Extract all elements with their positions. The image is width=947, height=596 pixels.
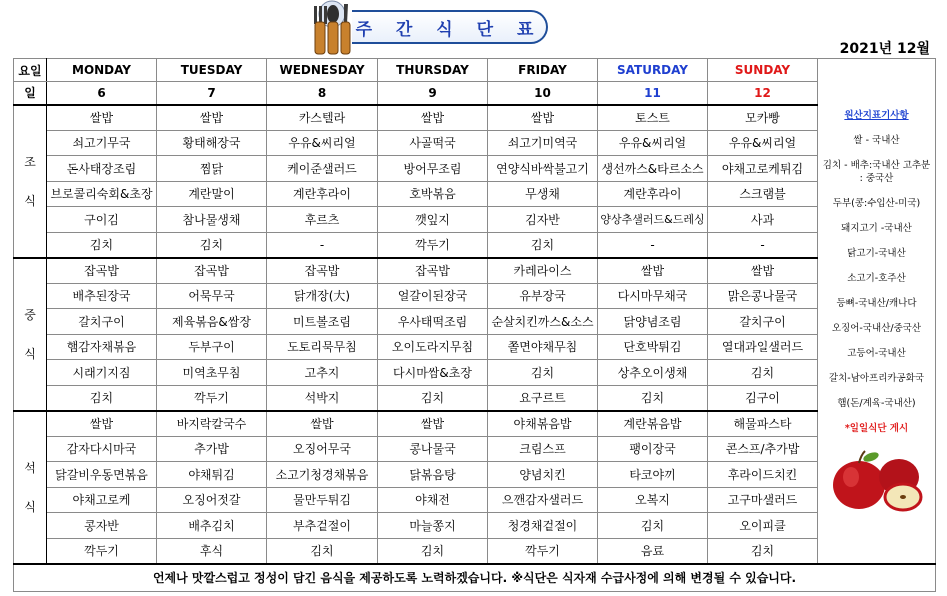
- menu-item: 토스트: [598, 105, 708, 131]
- breakfast-row: [14, 130, 936, 156]
- menu-item: 도토리묵무침: [267, 334, 378, 360]
- day-tuesday: TUESDAY: [157, 59, 267, 82]
- day-saturday: SATURDAY: [598, 59, 708, 82]
- menu-item: 고구마샐러드: [708, 487, 818, 513]
- menu-item: 크림스프: [488, 436, 598, 462]
- menu-item: 감자다시마국: [47, 436, 157, 462]
- menu-month: 2021년 12월: [839, 41, 930, 57]
- menu-item: 닭갈비우동면볶음: [47, 462, 157, 488]
- menu-item: 김치: [47, 385, 157, 411]
- menu-item: 유부장국: [488, 283, 598, 309]
- menu-item: 깍두기: [378, 232, 488, 258]
- menu-item: 깍두기: [488, 538, 598, 564]
- menu-item: 김치: [378, 538, 488, 564]
- menu-item: 콘스프/추가밥: [708, 436, 818, 462]
- menu-item: 음료: [598, 538, 708, 564]
- menu-item: 시래기지짐: [47, 360, 157, 386]
- menu-item: 김치: [708, 538, 818, 564]
- lunch-row: [14, 309, 936, 335]
- menu-item: 맑은콩나물국: [708, 283, 818, 309]
- menu-item: 김치: [708, 360, 818, 386]
- menu-item: 닭볶음탕: [378, 462, 488, 488]
- menu-item: 카레라이스: [488, 258, 598, 284]
- menu-item: 갈치구이: [708, 309, 818, 335]
- menu-item: 우유&씨리얼: [708, 130, 818, 156]
- menu-item: 호박볶음: [378, 181, 488, 207]
- menu-item: 스크램블: [708, 181, 818, 207]
- menu-item: 계란말이: [157, 181, 267, 207]
- menu-item: 후식: [157, 538, 267, 564]
- dinner-row: [14, 411, 936, 437]
- menu-item: 어묵무국: [157, 283, 267, 309]
- menu-item: 브로콜리숙회&초장: [47, 181, 157, 207]
- menu-item: 연양식바싹불고기: [488, 156, 598, 182]
- day-thursday: THURSDAY: [378, 59, 488, 82]
- menu-item: 오징어젓갈: [157, 487, 267, 513]
- menu-item: 김치: [598, 385, 708, 411]
- menu-item: 얼갈이된장국: [378, 283, 488, 309]
- red-apples-image: [827, 447, 927, 513]
- menu-item: 양상추샐러드&드레싱: [598, 207, 708, 233]
- menu-item: 돈사태장조림: [47, 156, 157, 182]
- dinner-label-char: 석: [24, 461, 36, 475]
- date-saturday: 11: [598, 82, 708, 105]
- menu-item: 콩나물국: [378, 436, 488, 462]
- origin-item: 오징어-국내산/중국산: [831, 322, 922, 334]
- dinner-row: [14, 487, 936, 513]
- origin-item: 등뼈-국내산/캐나다: [836, 297, 917, 309]
- menu-item: 배추김치: [157, 513, 267, 539]
- menu-item: -: [708, 232, 818, 258]
- menu-item: 순살치킨까스&소스: [488, 309, 598, 335]
- date-friday: 10: [488, 82, 598, 105]
- menu-item: 야채볶음밥: [488, 411, 598, 437]
- footer-row: [14, 564, 936, 592]
- menu-item: 잡곡밥: [157, 258, 267, 284]
- menu-item: 쌀밥: [378, 105, 488, 131]
- menu-item: 김자반: [488, 207, 598, 233]
- breakfast-row: [14, 232, 936, 258]
- menu-item: 후라이드치킨: [708, 462, 818, 488]
- menu-item: 쇠고기미역국: [488, 130, 598, 156]
- menu-item: 양념치킨: [488, 462, 598, 488]
- menu-item: 바지락칼국수: [157, 411, 267, 437]
- footer-note: 언제나 맛깔스럽고 정성이 담긴 음식을 제공하도록 노력하겠습니다. ※식단은 식자재 수급사정에 의해 변경될 수 있습니다.: [14, 564, 936, 592]
- menu-item: 미역초무침: [157, 360, 267, 386]
- breakfast-row: [14, 181, 936, 207]
- menu-item: 김치: [267, 538, 378, 564]
- menu-item: 잡곡밥: [378, 258, 488, 284]
- menu-item: 사과: [708, 207, 818, 233]
- menu-item: 타코야끼: [598, 462, 708, 488]
- menu-item: 카스텔라: [267, 105, 378, 131]
- lunch-row: [14, 385, 936, 411]
- daily-menu-notice: *일일식단 게시: [844, 422, 909, 434]
- menu-item: 야채고로케: [47, 487, 157, 513]
- menu-item: 쌀밥: [488, 105, 598, 131]
- lunch-row: [14, 334, 936, 360]
- dinner-row: [14, 436, 936, 462]
- menu-item: 열대과일샐러드: [708, 334, 818, 360]
- lunch-row: [14, 360, 936, 386]
- menu-item: 우유&씨리얼: [267, 130, 378, 156]
- day-wednesday: WEDNESDAY: [267, 59, 378, 82]
- dinner-label-char: 식: [24, 500, 36, 514]
- menu-item: 잡곡밥: [267, 258, 378, 284]
- origin-item: 돼지고기 -국내산: [841, 222, 912, 234]
- day-label: 요일: [14, 59, 47, 82]
- menu-item: 김치: [488, 232, 598, 258]
- menu-item: 배추된장국: [47, 283, 157, 309]
- menu-item: -: [267, 232, 378, 258]
- menu-item: 김치: [378, 385, 488, 411]
- breakfast-label-char: 식: [24, 194, 36, 208]
- menu-item: 오이피클: [708, 513, 818, 539]
- lunch-label-char: 식: [24, 347, 36, 361]
- day-monday: MONDAY: [47, 59, 157, 82]
- menu-item: 황태해장국: [157, 130, 267, 156]
- origin-item: 소고기-호주산: [847, 272, 906, 284]
- menu-item: 우사태떡조림: [378, 309, 488, 335]
- dinner-row: [14, 513, 936, 539]
- day-friday: FRIDAY: [488, 59, 598, 82]
- menu-item: -: [598, 232, 708, 258]
- menu-item: 단호박튀김: [598, 334, 708, 360]
- day-header-row: [14, 59, 936, 82]
- menu-item: 야채튀김: [157, 462, 267, 488]
- menu-item: 깻잎지: [378, 207, 488, 233]
- menu-item: 청경채겉절이: [488, 513, 598, 539]
- date-thursday: 9: [378, 82, 488, 105]
- menu-item: 물만두튀김: [267, 487, 378, 513]
- menu-item: 쌀밥: [267, 411, 378, 437]
- menu-item: 야채고로케튀김: [708, 156, 818, 182]
- menu-item: 잡곡밥: [47, 258, 157, 284]
- menu-item: 김치: [157, 232, 267, 258]
- origin-item: 갈치-남아프리카공화국: [828, 372, 925, 384]
- menu-item: 생선까스&타르소스: [598, 156, 708, 182]
- weekly-menu-table: [13, 58, 936, 592]
- origin-item: 두부(콩:수입산-미국): [832, 197, 921, 209]
- date-tuesday: 7: [157, 82, 267, 105]
- fork-knife-spoon-icon: [300, 0, 360, 56]
- breakfast-row: [14, 156, 936, 182]
- day-sunday: SUNDAY: [708, 59, 818, 82]
- origin-panel: [818, 59, 936, 564]
- title-banner: [352, 10, 548, 44]
- menu-item: 계란볶음밥: [598, 411, 708, 437]
- menu-item: 무생채: [488, 181, 598, 207]
- menu-item: 계란후라이: [598, 181, 708, 207]
- menu-item: 팽이장국: [598, 436, 708, 462]
- menu-item: 참나물생채: [157, 207, 267, 233]
- menu-item: 쫄면야채무침: [488, 334, 598, 360]
- menu-item: 깍두기: [47, 538, 157, 564]
- menu-item: 구이김: [47, 207, 157, 233]
- date-monday: 6: [47, 82, 157, 105]
- menu-item: 갈치구이: [47, 309, 157, 335]
- lunch-label-char: 중: [24, 308, 36, 322]
- breakfast-label: [14, 105, 47, 258]
- menu-item: 사골떡국: [378, 130, 488, 156]
- origin-item: 햄(돈/계육-국내산): [837, 397, 916, 409]
- menu-item: 햄감자채볶음: [47, 334, 157, 360]
- menu-item: 김구이: [708, 385, 818, 411]
- breakfast-row: [14, 207, 936, 233]
- date-label: 일: [14, 82, 47, 105]
- menu-item: 깍두기: [157, 385, 267, 411]
- menu-item: 우유&씨리얼: [598, 130, 708, 156]
- menu-item: 상추오이생채: [598, 360, 708, 386]
- menu-item: 쌀밥: [47, 411, 157, 437]
- menu-item: 김치: [488, 360, 598, 386]
- menu-item: 쌀밥: [47, 105, 157, 131]
- date-wednesday: 8: [267, 82, 378, 105]
- menu-item: 오복지: [598, 487, 708, 513]
- page-title: 주 간 식 단 표: [355, 19, 543, 40]
- lunch-row: [14, 258, 936, 284]
- menu-item: 찜닭: [157, 156, 267, 182]
- menu-item: 제육볶음&쌈장: [157, 309, 267, 335]
- lunch-label: [14, 258, 47, 411]
- menu-item: 고추지: [267, 360, 378, 386]
- menu-item: 으깬감자샐러드: [488, 487, 598, 513]
- menu-item: 쌀밥: [378, 411, 488, 437]
- menu-item: 쇠고기무국: [47, 130, 157, 156]
- menu-item: 추가밥: [157, 436, 267, 462]
- menu-item: 닭양념조림: [598, 309, 708, 335]
- menu-item: 김치: [47, 232, 157, 258]
- menu-item: 요구르트: [488, 385, 598, 411]
- origin-title: 원산지표기사항: [844, 109, 909, 121]
- menu-item: 콩자반: [47, 513, 157, 539]
- menu-item: 계란후라이: [267, 181, 378, 207]
- menu-item: 부추겉절이: [267, 513, 378, 539]
- lunch-row: [14, 283, 936, 309]
- menu-item: 후르츠: [267, 207, 378, 233]
- menu-item: 마늘쫑지: [378, 513, 488, 539]
- menu-item: 다시마무채국: [598, 283, 708, 309]
- dinner-row: [14, 538, 936, 564]
- menu-item: 쌀밥: [157, 105, 267, 131]
- menu-item: 해물파스타: [708, 411, 818, 437]
- date-sunday: 12: [708, 82, 818, 105]
- menu-item: 방어무조림: [378, 156, 488, 182]
- dinner-row: [14, 462, 936, 488]
- menu-item: 석박지: [267, 385, 378, 411]
- breakfast-label-char: 조: [24, 155, 36, 169]
- menu-item: 모카빵: [708, 105, 818, 131]
- origin-item: 닭고기-국내산: [847, 247, 906, 259]
- menu-item: 닭개장(大): [267, 283, 378, 309]
- origin-item: 김치 - 배추:국내산 고추분 : 중국산: [822, 159, 931, 184]
- date-row: [14, 82, 936, 105]
- menu-item: 오징어무국: [267, 436, 378, 462]
- breakfast-row: [14, 105, 936, 131]
- page-header: [0, 0, 947, 58]
- dinner-label: [14, 411, 47, 564]
- menu-item: 오이도라지무침: [378, 334, 488, 360]
- menu-item: 두부구이: [157, 334, 267, 360]
- menu-item: 쌀밥: [598, 258, 708, 284]
- menu-item: 김치: [598, 513, 708, 539]
- menu-item: 소고기청경채볶음: [267, 462, 378, 488]
- menu-item: 야채전: [378, 487, 488, 513]
- origin-item: 쌀 - 국내산: [853, 134, 900, 146]
- menu-item: 다시마쌈&초장: [378, 360, 488, 386]
- menu-item: 미트볼조림: [267, 309, 378, 335]
- menu-item: 쌀밥: [708, 258, 818, 284]
- origin-item: 고등어-국내산: [847, 347, 906, 359]
- menu-item: 케이준샐러드: [267, 156, 378, 182]
